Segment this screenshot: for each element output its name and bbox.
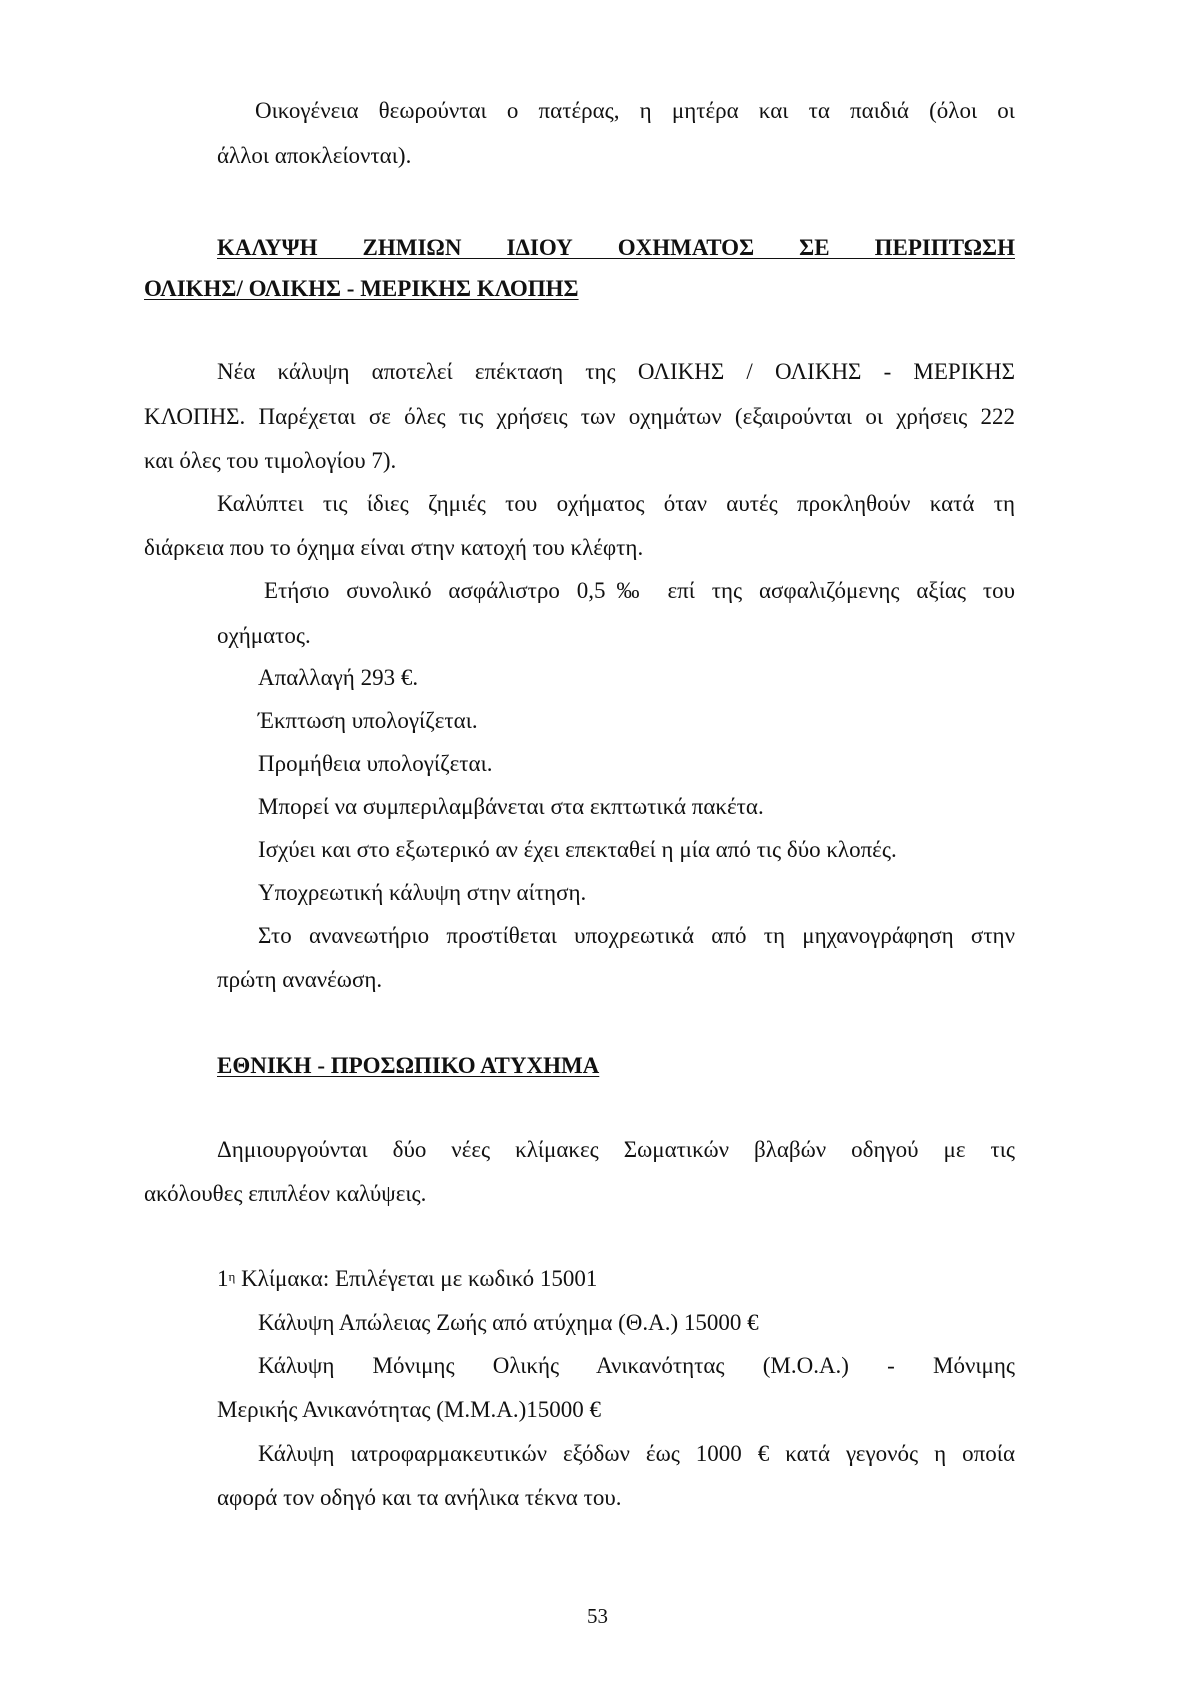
section-heading-accident: ΕΘΝΙΚΗ - ΠΡΟΣΩΠΙΚΟ ΑΤΥΧΗΜΑ — [217, 1053, 600, 1078]
scale-text: Κλίμακα: Επιλέγεται με κωδικό 15001 — [241, 1266, 598, 1291]
theft-renewal-line-1: Στο ανανεωτήριο προστίθεται υποχρεωτικά από τη μηχανογράφηση στην — [258, 923, 1015, 948]
theft-item-commission: Προμήθεια υπολογίζεται. — [258, 751, 493, 776]
theft-paragraph-1-line-2: ΚΛΟΠΗΣ. Παρέχεται σε όλες τις χρήσεις των οχημάτων (εξαιρούνται οι χρήσεις 222 — [144, 404, 1015, 429]
cover-medical-line-2: αφορά τον οδηγό και τα ανήλικα τέκνα του. — [217, 1485, 622, 1510]
theft-paragraph-2-line-2: διάρκεια που το όχημα είναι στην κατοχή του κλέφτη. — [144, 535, 644, 560]
scale-ordinal-suffix: η — [228, 1269, 236, 1284]
theft-item-mandatory: Υποχρεωτική κάλυψη στην αίτηση. — [258, 880, 587, 905]
theft-item-discount: Έκπτωση υπολογίζεται. — [258, 708, 478, 733]
theft-paragraph-2-line-1: Καλύπτει τις ίδιες ζημιές του οχήματος όταν αυτές προκληθούν κατά τη — [217, 491, 1015, 516]
theft-paragraph-1-line-1: Νέα κάλυψη αποτελεί επέκταση της ΟΛΙΚΗΣ / ΟΛΙΚΗΣ - ΜΕΡΙΚΗΣ — [217, 359, 1015, 384]
section-heading-theft-line-1: ΚΑΛΥΨΗ ΖΗΜΙΩΝ ΙΔΙΟΥ ΟΧΗΜΑΤΟΣ ΣΕ ΠΕΡΙΠΤΩΣΗ — [217, 235, 1015, 260]
theft-item-packages: Μπορεί να συμπεριλαμβάνεται στα εκπτωτικά πακέτα. — [258, 794, 764, 819]
accident-intro-line-2: ακόλουθες επιπλέον καλύψεις. — [144, 1181, 427, 1206]
cover-life-loss: Κάλυψη Απώλειας Ζωής από ατύχημα (Θ.Α.) 15000 € — [258, 1310, 759, 1335]
scale-1-title — [217, 1265, 597, 1293]
scale-number: 1 — [217, 1266, 229, 1291]
cover-disability-line-2: Μερικής Ανικανότητας (Μ.Μ.Α.)15000 € — [217, 1397, 602, 1422]
theft-premium-line-2: οχήματος. — [217, 623, 311, 648]
cover-disability-line-1: Κάλυψη Μόνιμης Ολικής Ανικανότητας (Μ.Ο.Α.) - Μόνιμης — [258, 1353, 1015, 1378]
cover-medical-line-1: Κάλυψη ιατροφαρμακευτικών εξόδων έως 1000 € κατά γεγονός η οποία — [258, 1441, 1015, 1466]
theft-renewal-line-2: πρώτη ανανέωση. — [217, 967, 383, 992]
family-note-line-1: Οικογένεια θεωρούνται ο πατέρας, η μητέρα και τα παιδιά (όλοι οι — [255, 98, 1015, 123]
theft-paragraph-1-line-3: και όλες του τιμολογίου 7). — [144, 448, 397, 473]
theft-item-abroad: Ισχύει και στο εξωτερικό αν έχει επεκταθεί η μία από τις δύο κλοπές. — [258, 837, 897, 862]
family-note-line-2: άλλοι αποκλείονται). — [217, 143, 412, 168]
theft-premium-line-1: Ετήσιο συνολικό ασφάλιστρο 0,5‰ επί της ασφαλιζόμενης αξίας του — [264, 578, 1015, 603]
page-number: 53 — [587, 1604, 608, 1628]
accident-intro-line-1: Δημιουργούνται δύο νέες κλίμακες Σωματικών βλαβών οδηγού με τις — [217, 1137, 1015, 1162]
section-heading-theft-line-2: ΟΛΙΚΗΣ/ ΟΛΙΚΗΣ - ΜΕΡΙΚΗΣ ΚΛΟΠΗΣ — [144, 276, 579, 301]
theft-item-deductible: Απαλλαγή 293 €. — [258, 665, 419, 690]
